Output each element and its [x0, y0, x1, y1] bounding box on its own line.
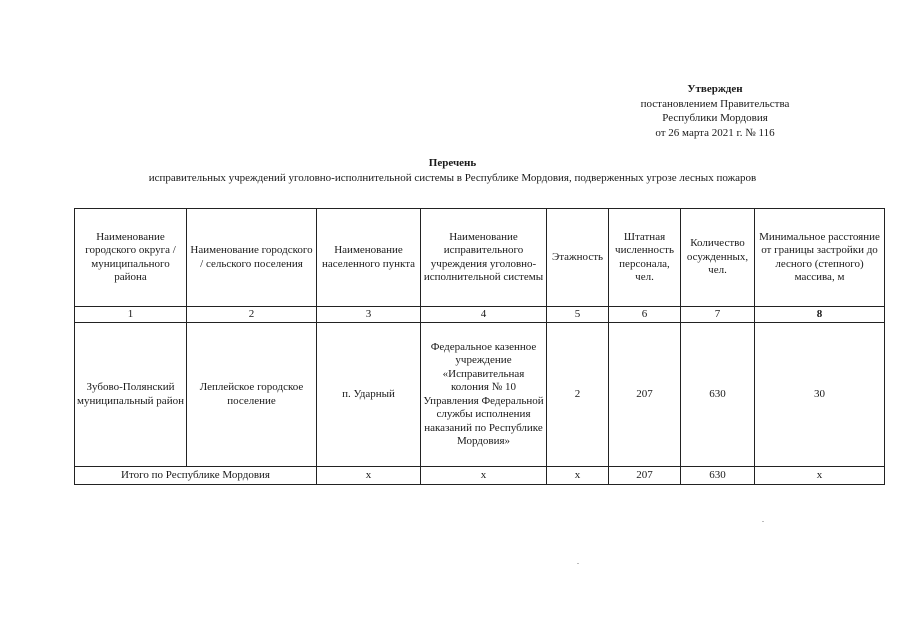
header-cell: Наименование городского / сельского поселения: [187, 209, 317, 307]
header-cell: Минимальное расстояние от границы застройки до лесного (степного) массива, м: [755, 209, 885, 307]
column-number-row: [75, 307, 885, 323]
settlement-cell: Леплейское городское поселение: [187, 323, 317, 467]
scan-speck: [577, 563, 579, 564]
table-row: [75, 323, 885, 467]
header-cell: Этажность: [547, 209, 609, 307]
header-cell: Штатная численность персонала, чел.: [609, 209, 681, 307]
distance-cell: 30: [755, 323, 885, 467]
total-cell: x: [547, 467, 609, 485]
floors-cell: 2: [547, 323, 609, 467]
header-cell: Наименование населенного пункта: [317, 209, 421, 307]
scan-speck: [762, 521, 764, 522]
inmates-cell: 630: [681, 323, 755, 467]
approval-line: Республики Мордовия: [662, 112, 768, 124]
document-subtitle: исправительных учреждений уголовно-исполнительной системы в Республике Мордовия, подверженных угрозе лесных пожаров: [148, 172, 757, 184]
table-header-row: [75, 209, 885, 307]
total-cell: x: [755, 467, 885, 485]
total-cell: 207: [609, 467, 681, 485]
column-number: 5: [547, 307, 609, 323]
column-number: 2: [187, 307, 317, 323]
total-cell: 630: [681, 467, 755, 485]
column-number: 8: [755, 307, 885, 323]
total-cell: x: [317, 467, 421, 485]
institution-cell: Федеральное казенное учреждение «Исправительная колония № 10 Управления Федеральной службы исполнения наказаний по Республике Мордовия»: [421, 323, 547, 467]
locality-cell: п. Ударный: [317, 323, 421, 467]
staff-cell: 207: [609, 323, 681, 467]
approval-title: Утвержден: [687, 83, 743, 95]
header-cell: Наименование городского округа / муниципального района: [75, 209, 187, 307]
column-number: 4: [421, 307, 547, 323]
column-number: 3: [317, 307, 421, 323]
column-number: 6: [609, 307, 681, 323]
institutions-table: [74, 208, 885, 485]
document-title: Перечень: [428, 157, 477, 169]
header-cell: Наименование исправительного учреждения уголовно-исполнительной системы: [421, 209, 547, 307]
document-heading: [0, 156, 905, 186]
column-number: 1: [75, 307, 187, 323]
total-label: Итого по Республике Мордовия: [75, 467, 317, 485]
district-cell: Зубово-Полянский муниципальный район: [75, 323, 187, 467]
approval-line: постановлением Правительства: [640, 97, 790, 110]
approval-stamp: [600, 82, 830, 140]
total-row: [75, 467, 885, 485]
total-cell: x: [421, 467, 547, 485]
header-cell: Количество осужденных, чел.: [681, 209, 755, 307]
approval-line: от 26 марта 2021 г. № 116: [655, 126, 775, 139]
column-number: 7: [681, 307, 755, 323]
